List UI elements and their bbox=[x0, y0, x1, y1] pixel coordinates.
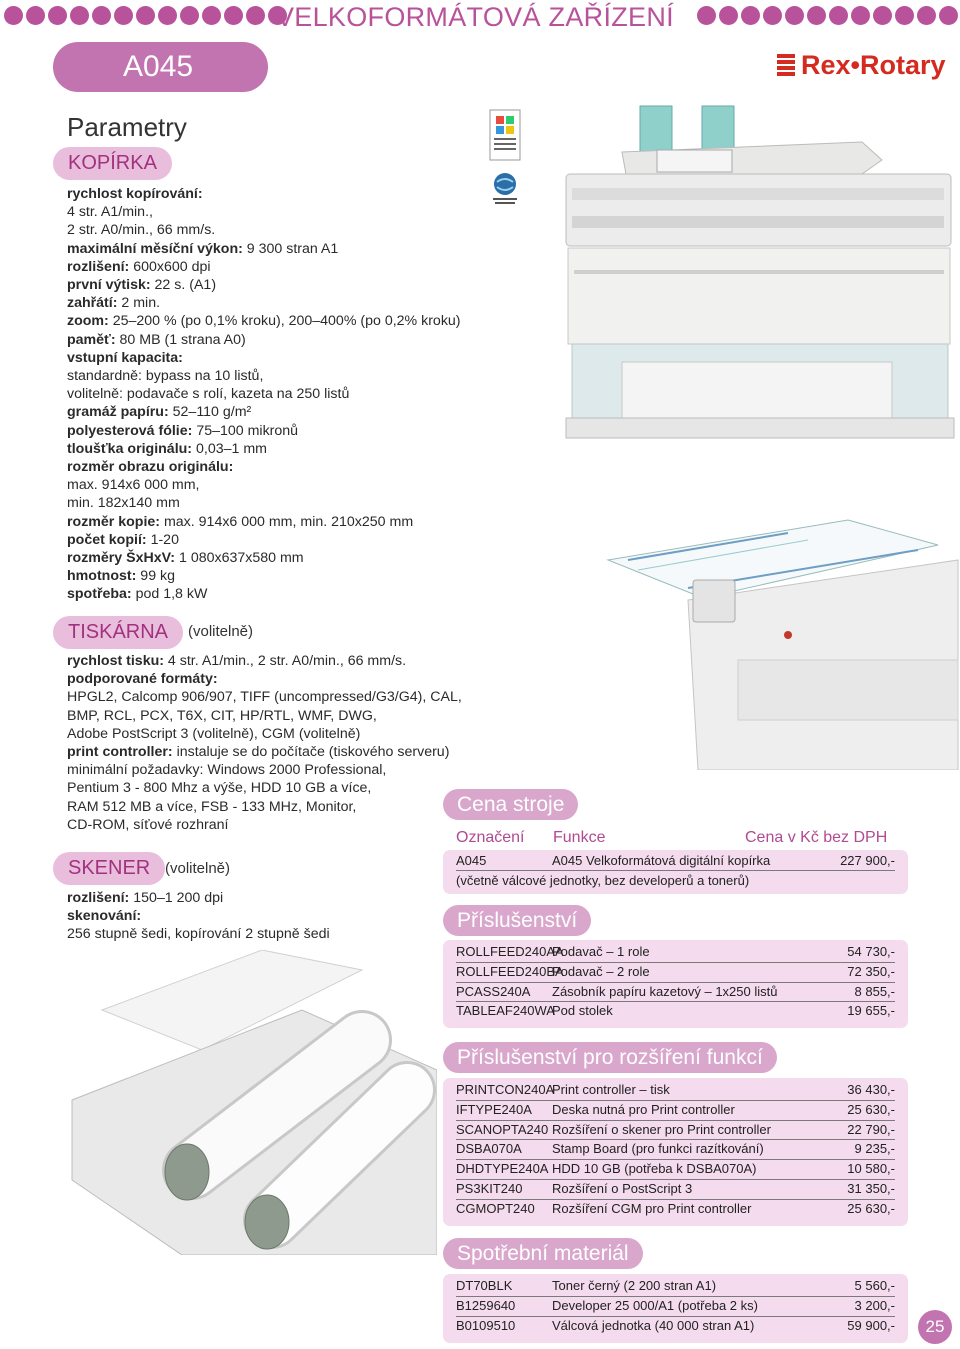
windows-logo-icon bbox=[490, 110, 520, 160]
spec-line bbox=[67, 494, 461, 512]
spec-label: rychlost kopírování: bbox=[67, 186, 203, 202]
item-code: TABLEAF240WA bbox=[456, 1003, 555, 1019]
spec-value: RAM 512 MB a více, FSB - 133 MHz, Monitor, bbox=[67, 798, 357, 815]
row-divider bbox=[456, 1100, 895, 1101]
globe-icon bbox=[494, 173, 516, 195]
item-price: 3 200,- bbox=[854, 1297, 895, 1313]
model-badge: A045 bbox=[53, 42, 268, 92]
accessories-table bbox=[443, 940, 908, 1028]
extensions-table bbox=[443, 1078, 908, 1226]
row-divider bbox=[456, 1179, 895, 1180]
item-price: 5 560,- bbox=[854, 1278, 895, 1293]
item-description: Stamp Board (pro funkci razítkování) bbox=[552, 1141, 764, 1157]
spec-line bbox=[67, 707, 462, 725]
spec-label: maximální měsíční výkon: bbox=[67, 240, 243, 257]
header-dot bbox=[180, 6, 199, 25]
spec-value: Adobe PostScript 3 (volitelně), CGM (volitelně) bbox=[67, 725, 361, 742]
row-divider bbox=[456, 1199, 895, 1200]
spec-label: rozlišení: bbox=[67, 258, 130, 275]
spec-line bbox=[67, 476, 461, 494]
spec-value: 4 str. A1/min., bbox=[67, 204, 153, 221]
row-divider bbox=[456, 1316, 895, 1317]
spec-line bbox=[67, 422, 461, 440]
spec-line bbox=[67, 652, 462, 670]
header-dot bbox=[136, 6, 155, 25]
row-divider bbox=[456, 1159, 895, 1160]
copier-specs bbox=[67, 185, 461, 604]
item-price: 25 630,- bbox=[847, 1101, 895, 1117]
spec-label: počet kopií: bbox=[67, 531, 147, 548]
header-dot bbox=[697, 6, 716, 25]
item-code: B0109510 bbox=[456, 1317, 516, 1333]
page-number: 25 bbox=[918, 1310, 952, 1344]
spec-label: tloušťka originálu: bbox=[67, 440, 193, 457]
item-description: HDD 10 GB (potřeba k DSBA070A) bbox=[552, 1161, 757, 1177]
spec-line bbox=[67, 367, 461, 385]
printer-section-label: TISKÁRNA bbox=[53, 616, 183, 649]
spec-line bbox=[67, 331, 461, 349]
spec-label: print controller: bbox=[67, 744, 173, 761]
spec-line bbox=[67, 294, 461, 312]
header-dot bbox=[246, 6, 265, 25]
scanner-specs bbox=[67, 889, 330, 944]
item-code: DHDTYPE240A bbox=[456, 1161, 549, 1177]
parameters-title: Parametry bbox=[67, 112, 187, 142]
spec-label: rychlost tisku: bbox=[67, 653, 164, 669]
header-dot bbox=[851, 6, 870, 25]
item-code: ROLLFEED240AA bbox=[456, 944, 564, 959]
spec-line bbox=[67, 258, 461, 276]
item-description: Developer 25 000/A1 (potřeba 2 ks) bbox=[552, 1297, 758, 1313]
header-dot bbox=[763, 6, 782, 25]
spec-value: Pentium 3 - 800 Mhz a výše, HDD 10 GB a více, bbox=[67, 780, 372, 797]
header-dot bbox=[785, 6, 804, 25]
spec-label: rozlišení: bbox=[67, 890, 130, 906]
spec-label: paměť: bbox=[67, 331, 116, 348]
spec-value: 0,03–1 mm bbox=[192, 440, 267, 457]
spec-label: skenování: bbox=[67, 908, 142, 925]
spec-value: 99 kg bbox=[136, 568, 176, 585]
spec-value: 80 MB (1 strana A0) bbox=[115, 331, 246, 348]
item-function: A045 Velkoformátová digitální kopírka bbox=[552, 853, 771, 868]
spec-line bbox=[67, 312, 461, 330]
header-dot bbox=[4, 6, 23, 25]
spec-value: HPGL2, Calcomp 906/907, TIFF (uncompressed/G3/G4), CAL, bbox=[67, 689, 462, 706]
price-note-text: (včetně válcové jednotky, bez developerů a tonerů) bbox=[456, 873, 750, 888]
spec-value: 256 stupně šedi, kopírování 2 stupně šedi bbox=[67, 926, 330, 943]
spec-value: 9 300 stran A1 bbox=[242, 240, 339, 257]
brand-logo-icon bbox=[777, 54, 795, 78]
spec-line bbox=[67, 549, 461, 567]
spec-line bbox=[67, 761, 462, 779]
spec-line bbox=[67, 585, 461, 603]
spec-value: 4 str. A1/min., 2 str. A0/min., 66 mm/s. bbox=[163, 653, 407, 669]
header-dot bbox=[70, 6, 89, 25]
header-dot bbox=[224, 6, 243, 25]
spec-label: rozměr kopie: bbox=[67, 513, 161, 530]
spec-value: 25–200 % (po 0,1% kroku), 200–400% (po 0,2% kroku) bbox=[108, 313, 461, 330]
consumables-section-title: Spotřební materiál bbox=[443, 1238, 643, 1269]
row-divider bbox=[456, 1296, 895, 1297]
spec-value: instaluje se do počítače (tiskového serveru) bbox=[172, 744, 450, 761]
col-header-code: Označení bbox=[456, 829, 525, 846]
item-description: Rozšíření o PostScript 3 bbox=[552, 1181, 693, 1196]
certification-badges bbox=[488, 108, 522, 208]
spec-label: hmotnost: bbox=[67, 568, 137, 585]
col-header-price: Cena v Kč bez DPH bbox=[745, 829, 888, 846]
copier-section-label: KOPÍRKA bbox=[53, 147, 172, 180]
spec-label: zoom: bbox=[67, 313, 109, 330]
spec-value: max. 914x6 000 mm, min. 210x250 mm bbox=[160, 513, 414, 530]
spec-line bbox=[67, 276, 461, 294]
spec-line bbox=[67, 670, 462, 688]
item-price: 10 580,- bbox=[847, 1161, 895, 1177]
spec-label: polyesterová fólie: bbox=[67, 422, 193, 439]
item-code: DSBA070A bbox=[456, 1141, 522, 1157]
spec-label: gramáž papíru: bbox=[67, 404, 169, 421]
spec-line bbox=[67, 513, 461, 531]
item-description: Toner černý (2 200 stran A1) bbox=[552, 1278, 717, 1293]
item-description: Podavač – 1 role bbox=[552, 944, 650, 959]
spec-value: 1-20 bbox=[146, 531, 179, 548]
header-dots-left bbox=[4, 6, 287, 25]
item-code: ROLLFEED240BA bbox=[456, 963, 564, 979]
copier-photo-side bbox=[538, 500, 960, 770]
spec-line bbox=[67, 725, 462, 743]
spec-value: CD-ROM, síťové rozhraní bbox=[67, 816, 229, 833]
header-dot bbox=[26, 6, 45, 25]
header-dot bbox=[807, 6, 826, 25]
spec-value: 600x600 dpi bbox=[129, 258, 211, 275]
header-dots-right bbox=[697, 6, 958, 25]
spec-label: podporované formáty: bbox=[67, 671, 218, 688]
spec-label: vstupní kapacita: bbox=[67, 349, 183, 366]
printer-optional-note: (volitelně) bbox=[188, 623, 254, 640]
item-price: 227 900,- bbox=[840, 853, 895, 868]
item-price: 54 730,- bbox=[847, 944, 895, 959]
header-dot bbox=[873, 6, 892, 25]
item-code: PS3KIT240 bbox=[456, 1181, 523, 1196]
spec-label: spotřeba: bbox=[67, 586, 132, 603]
copier-photo-front bbox=[562, 100, 957, 445]
header-dot bbox=[48, 6, 67, 25]
spec-value: 75–100 mikronů bbox=[192, 422, 299, 439]
spec-line bbox=[67, 440, 461, 458]
item-price: 8 855,- bbox=[854, 983, 895, 999]
spec-label: zahřátí: bbox=[67, 295, 118, 312]
brand-logo bbox=[777, 50, 946, 81]
row-divider bbox=[456, 1001, 895, 1002]
spec-line bbox=[67, 203, 461, 221]
item-code: IFTYPE240A bbox=[456, 1101, 532, 1117]
item-description: Print controller – tisk bbox=[552, 1082, 670, 1097]
spec-line bbox=[67, 816, 462, 834]
spec-line bbox=[67, 240, 461, 258]
header-dot bbox=[158, 6, 177, 25]
header-dot bbox=[92, 6, 111, 25]
spec-value: 22 s. (A1) bbox=[150, 277, 217, 294]
item-description: Zásobník papíru kazetový – 1x250 listů bbox=[552, 983, 778, 999]
spec-label: první výtisk: bbox=[67, 277, 151, 294]
item-code: CGMOPT240 bbox=[456, 1200, 535, 1216]
item-code: SCANOPTA240 bbox=[456, 1121, 549, 1137]
price-table bbox=[443, 850, 908, 894]
header-dot bbox=[719, 6, 738, 25]
row-divider bbox=[456, 982, 895, 983]
item-price: 19 655,- bbox=[847, 1003, 895, 1019]
spec-value: BMP, RCL, PCX, T6X, CIT, HP/RTL, WMF, DWG, bbox=[67, 707, 377, 724]
scanner-section-label: SKENER bbox=[53, 852, 165, 885]
spec-value: 2 str. A0/min., 66 mm/s. bbox=[67, 222, 216, 239]
header-title: VELKOFORMÁTOVÁ ZAŘÍZENÍ bbox=[276, 2, 674, 32]
spec-line bbox=[67, 349, 461, 367]
spec-value: 52–110 g/m² bbox=[168, 404, 252, 421]
spec-line bbox=[67, 779, 462, 797]
spec-value: pod 1,8 kW bbox=[131, 586, 208, 603]
item-price: 9 235,- bbox=[854, 1141, 895, 1157]
spec-value: min. 182x140 mm bbox=[67, 495, 180, 512]
price-section-title: Cena stroje bbox=[443, 789, 578, 820]
item-code: PRINTCON240A bbox=[456, 1082, 555, 1097]
item-code: B1259640 bbox=[456, 1297, 516, 1313]
item-code: A045 bbox=[456, 853, 487, 868]
scanner-optional-note: (volitelně) bbox=[165, 860, 231, 877]
row-divider bbox=[456, 1120, 895, 1121]
header-dot bbox=[829, 6, 848, 25]
item-description: Rozšíření o skener pro Print controller bbox=[552, 1121, 771, 1137]
spec-label: rozměry ŠxHxV: bbox=[67, 550, 176, 567]
item-description: Válcová jednotka (40 000 stran A1) bbox=[552, 1317, 755, 1333]
spec-value: minimální požadavky: Windows 2000 Professional, bbox=[67, 762, 387, 779]
row-divider bbox=[456, 870, 895, 871]
spec-line bbox=[67, 567, 461, 585]
item-description: Rozšíření CGM pro Print controller bbox=[552, 1200, 752, 1216]
row-divider bbox=[456, 962, 895, 963]
item-description: Deska nutná pro Print controller bbox=[552, 1101, 735, 1117]
spec-value: 150–1 200 dpi bbox=[129, 890, 224, 906]
spec-value: max. 914x6 000 mm, bbox=[67, 477, 200, 494]
item-description: Pod stolek bbox=[552, 1003, 613, 1019]
item-price: 59 900,- bbox=[847, 1317, 895, 1333]
item-price: 22 790,- bbox=[847, 1121, 895, 1137]
item-price: 36 430,- bbox=[847, 1082, 895, 1097]
header-dot bbox=[917, 6, 936, 25]
header-dot bbox=[741, 6, 760, 25]
row-divider bbox=[456, 1139, 895, 1140]
col-header-function: Funkce bbox=[553, 829, 606, 846]
printer-specs bbox=[67, 652, 462, 834]
item-price: 25 630,- bbox=[847, 1200, 895, 1216]
spec-line bbox=[67, 798, 462, 816]
spec-line bbox=[67, 403, 461, 421]
spec-label: rozměr obrazu originálu: bbox=[67, 459, 234, 476]
spec-line bbox=[67, 925, 330, 943]
item-price: 31 350,- bbox=[847, 1181, 895, 1196]
spec-line bbox=[67, 907, 330, 925]
accessories-section-title: Příslušenství bbox=[443, 905, 591, 936]
item-description: Podavač – 2 role bbox=[552, 963, 650, 979]
spec-line bbox=[67, 458, 461, 476]
spec-line bbox=[67, 743, 462, 761]
header-dot bbox=[202, 6, 221, 25]
item-code: PCASS240A bbox=[456, 983, 531, 999]
spec-value: 2 min. bbox=[117, 295, 161, 312]
spec-line bbox=[67, 221, 461, 239]
extensions-section-title: Příslušenství pro rozšíření funkcí bbox=[443, 1042, 777, 1073]
brand-name: Rex•Rotary bbox=[801, 50, 946, 80]
item-price: 72 350,- bbox=[847, 963, 895, 979]
header-dot bbox=[114, 6, 133, 25]
spec-line bbox=[67, 531, 461, 549]
header-dot bbox=[895, 6, 914, 25]
spec-line bbox=[67, 688, 462, 706]
spec-value: standardně: bypass na 10 listů, bbox=[67, 368, 264, 385]
header-dot bbox=[939, 6, 958, 25]
consumables-table bbox=[443, 1274, 908, 1343]
spec-line bbox=[67, 185, 461, 203]
roll-feeder-photo bbox=[62, 950, 437, 1255]
spec-value: volitelně: podavače s rolí, kazeta na 250 listů bbox=[67, 386, 350, 403]
spec-line bbox=[67, 385, 461, 403]
item-code: DT70BLK bbox=[456, 1278, 513, 1293]
spec-line bbox=[67, 889, 330, 907]
spec-value: 1 080x637x580 mm bbox=[175, 550, 304, 567]
